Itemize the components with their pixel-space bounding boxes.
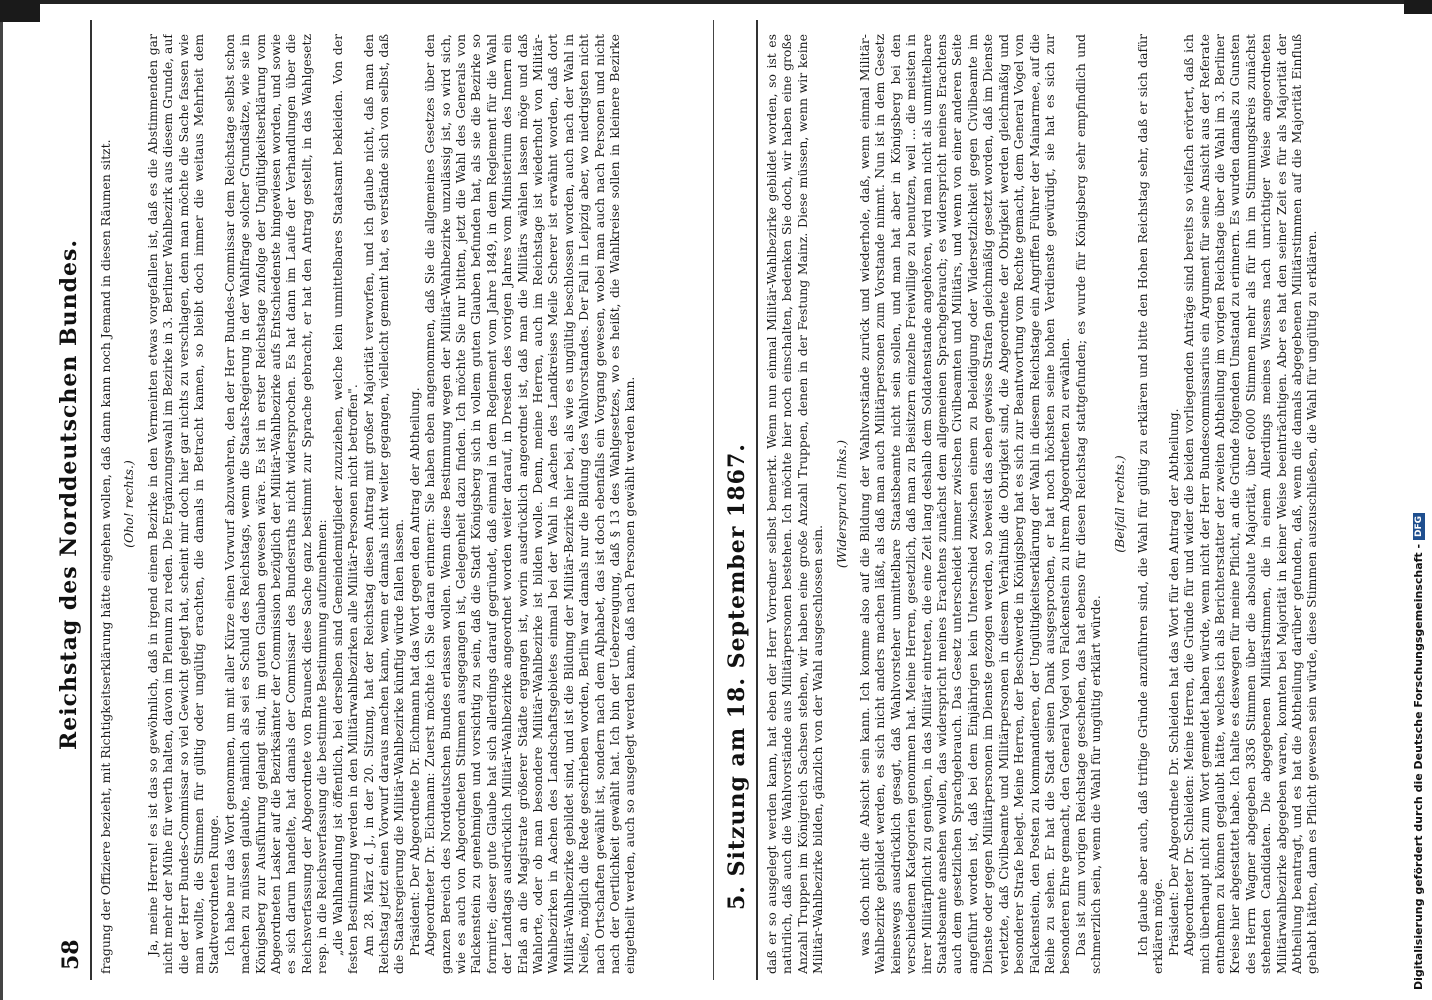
paragraph: daß er so ausgelegt werden kann, hat eben der Herr Vorredner selbst bemerkt. Wenn nun einmal Militär-Wahlbezirke gebildet worden, so ist es natürlich, daß auch die Wahlvorstände aus Militärpersonen bestehen. Ich möchte hier noch einschalten, bedenken Sie doch, wir haben eine große Anzahl Truppen im Königreich Sachsen stehen, wir haben eine große Anzahl Truppen, denen in der Festung Mainz. Diese müssen, wenn wir keine Militär-Wahlbezirke bilden, gänzlich von der Wahl ausgeschlossen sein.	[764, 34, 826, 974]
paragraph: Ich habe nur das Wort genommen, um mit aller Kürze einen Vorwurf abzuwehren, den der Herr Bundes-Commissar dem Reichstage selbst schon machen zu müssen glaubte, nämlich als sei es Schuld des Reichstags, wenn die Staats-Regierung in der Wahlfrage solcher Grundsätze, wie sie in Königsberg zur Ausführung gelangt sind, im guten Glauben gewesen wäre. Es ist in erster Reichstage zufolge der Ungültigkeitserklärung vom Abgeordneten Lasker auf die Bezirksämter der Commission bezüglich der Militär-Wahlbezirke aufs Entschiedenste hingewiesen worden, und sowie es sich darum handelte, hat damals der Commissar des Bundesraths nicht widersprochen. Es hat dann im Laufe der Verhandlungen über die Reichsverfassung der Abgeordnete von Brauneck diese Sache ganz bestimmt zur Sprache gebracht, er hat den Antrag gestellt, in das Wahlgesetz resp. in die Reichsverfassung die bestimmte Bestimmung aufzunehmen:	[221, 34, 330, 974]
page-fold-divider	[713, 20, 714, 980]
paragraph: Präsident: Der Abgeordnete Dr. Eichmann hat das Wort gegen den Antrag der Abtheilung.	[406, 387, 422, 956]
paragraph: „die Wahlhandlung ist öffentlich, bei derselben sind Gemeindemitglieder zuzuziehen, welche kein unmittelbares Staatsamt bekleiden. Von der festen Bestimmung werden in den Militärwahlbezirken alle Militär-Personen nicht betroffen".	[329, 34, 361, 974]
scan-border-top	[0, 0, 1432, 4]
left-column-text	[98, 34, 708, 974]
paragraph: Abgeordneter Dr. Schleiden: Meine Herren, die Gründe für und wider die beiden vorliegenden Anträge sind bereits so vielfach erörtert, daß ich mich überhaupt nicht zum Wort gemeldet haben würde, wenn nicht der Herr Bundescommissarius ein Argument für seine Ansicht aus der Referate entnehmen zu können geglaubt hätte, welches ich als Berichterstatter der zweiten Abtheilung im vorigen Reichstage über die Wahl im 3. Berliner Kreise hier abgestattet habe. Ich halte es deswegen für meine Pflicht, an die Gründe folgenden Umstand zu erinnern. Es wurden damals zu Gunsten des Herrn Wagner abgegeben 3836 Stimmen über die absolute Majorität, über 6000 Stimmen mehr als für ihn im Stimmungskreis zunächst stehenden Candidaten. Die abgegebenen Militärstimmen, die in einem Allerdings meines Wissens nach unrichtiger Weise angeordneten Militärwahlbezirke abgegeben waren, konnten bei Majorität in keiner Weise beeinträchtigen. Aber es hat den seiner Zeit es für als Majorität der Abtheilung beantragt, und es hat die Abtheilung darüber gefunden, daß, wenn die damals abgegebenen Militärstimmen auf die Majorität Einfluß gehabt hätten, dann es Pflicht gewesen sein würde, diese Stimmen auszuschließen, die Wahl für ungültig zu erklären.	[1181, 34, 1320, 974]
right-column-text	[764, 34, 1364, 974]
running-head-left	[50, 20, 90, 980]
dfg-logo: DFG	[1413, 513, 1425, 540]
paragraph: Ich glaube aber auch, daß triftige Gründe anzuführen sind, die Wahl für gültig zu erklären und bitte den Hohen Reichstag sehr, daß er sich dafür erklären möge.	[1134, 34, 1166, 974]
running-head-right	[718, 20, 758, 980]
interjection: (Beifall rechts.)	[1111, 455, 1127, 553]
paragraph: fragung der Offiziere bezieht, mit Richtigkeitserklärung hätte eingehen wollen, daß dann kann noch Jemand in diesen Räumen sitzt.	[98, 139, 113, 974]
paragraph: Präsident: Der Abgeordnete Dr. Schleiden hat das Wort für den Antrag der Abtheilung.	[1165, 408, 1181, 956]
scan-blot	[0, 0, 40, 22]
credit-text: Digitalisierung gefördert durch die Deutsche Forschungsgemeinschaft -	[1412, 543, 1425, 990]
header-rule	[756, 20, 758, 980]
header-left-title: Reichstag des Norddeutschen Bundes.	[56, 238, 82, 750]
interjection: (Oho! rechts.)	[121, 460, 137, 548]
header-rule	[90, 20, 92, 980]
interjection: (Widerspruch links.)	[833, 439, 849, 569]
paragraph: Ja, meine Herren! es ist das so gewöhnlich, daß in irgend einem Bezirke in den Vermeinten etwas vorgefallen ist, daß es die Abstimmenden gar nicht mehr der Mühe für werth halten, davon im Plenum zu reden. Die Ergänzungswahl im Bezirke in 3. Berliner Wahlbezirk aus diesem Grunde, auf die der Herr Bundes-Commissar so viel Gewicht gelegt hat, scheint mir doch hier gar nichts zu verschlagen, denn man möchte die Sache fassen wie man wollte, die Stimmen für gültig oder ungültig erachten, die damals in Betracht kamen, so bleibt doch immer die weitaus Mehrheit dem Stadtverordneten Runge.	[144, 34, 222, 974]
rotated-newspaper-sheet	[50, 20, 1380, 980]
paragraph: was doch nicht die Absicht sein kann. Ich komme also auf die Bildung der Wahlvorstände zurück und wiederhole, daß, wenn einmal Militär-Wahlbezirke gebildet werden, es sich nicht anders machen läßt, als daß man auch Militärpersonen zum Vorstande nimmt. Nun ist in dem Gesetz keineswegs ausdrücklich gesagt, daß Wahlvorsteher unmittelbare Staatsbeamte nicht sein sollen, und man hat aber in Königsberg bei den verschiedenen Kategorien genommen hat. Meine Herren, gesetzlich, daß man zu Beisitzern einzelne Freiwillige zu benutzen, weil ... die meisten in ihrer Militärpflicht zu genügen, in das Militär eintreten, die eine Zeit lang deshalb dem Soldatenstande angehören, wird man nicht als unmittelbare Staatsbeamte ansehen wollen, das widerspricht meines Erachtens zunächst dem allgemeinen Sprachgebrauch; es widerspricht meines Erachtens auch dem gesetzlichen Sprachgebrauch. Das Gesetz unterscheidet immer zwischen Civilbeamten und Militärs, und wenn von einer anderen Seite angeführt worden ist, daß bei dem Einjährigen kein Unterschied zwischen einem zu Beleidigung oder Widersetzlichkeit gegen Civilbeamte im Dienste oder gegen Militärpersonen im Dienste gezogen werden, so beweist das eben gewisse Strafen gleichmäßig gesetzt worden, daß im Dienste verletzte, daß Civilbeamte und Militärpersonen in diesem Verhältniß die Obrigkeit sind, die Abgeordnete der Obrigkeit werden gleichmäßig und besonderer Strafe belegt. Meine Herren, der Beschwerde in Königsberg hat es sich zur Beantwortung vom Rechte gemacht, dem General Vogel von Falckenstein, den Posten zu kommandieren, der Ungültigkeitserklärung der Wahl in diesem Reichstage ein Angriffen Führer der Mainarmee, auf die Reihe zu sehen. Er hat die Stadt seinen Dank ausgesprochen, er hat noch höchsten seine hohen Verdienste gewürdigt, sie hat es sich zur besonderen Ehre gemacht, den General Vogel von Falckenstein zu ihrem Abgeordneten zu erwählen.	[857, 34, 1073, 974]
digitization-credit	[1412, 513, 1425, 990]
paragraph: Am 28. März d. J., in der 20. Sitzung, hat der Reichstag diesen Antrag mit großer Majorität verworfen, und ich glaube nicht, daß man den Reichstag jetzt einen Vorwurf daraus machen kann, wenn er damals nicht weiter gegangen, vielleicht gemeint hat, es verstände sich von selbst, daß die Staatsregierung die Militär-Wahlbezirke künftig würde fallen lassen.	[360, 34, 407, 974]
header-right-title: 5. Sitzung am 18. September 1867.	[724, 443, 750, 910]
page-number: 58	[58, 939, 84, 970]
scan-blot	[1404, 0, 1432, 14]
paragraph: Abgeordneter Dr. Eichmann: Zuerst möchte ich Sie daran erinnern: Sie haben eben angenommen, daß Sie die allgemeines Gesetzes über den ganzen Bereich des Norddeutschen Bundes erlassen wollen. Wenn diese Bestimmung wegen der Militär-Wahlbezirke unzulässig ist, so wird sich, wie es auch von Abgeordneten Stimmen ausgegangen ist, Gelegenheit dazu finden. Ich möchte Sie nur bitten, jetzt die Wahl des Generals von Falckenstein zu genehmigen und vorsichtig zu sein, daß die Stadt Königsberg sich in vollem guten Glauben befunden hat, als sie die Bezirke so formirte; dieser gute Glaube hat sich allerdings darauf gegründet, daß einmal in dem Reglement vom Jahre 1849, in dem Reglement für die Wahl der Landtags ausdrücklich Militär-Wahlbezirke angeordnet worden weiter darauf, in Dresden des vorigen Jahres vom Ministerium des Innern ein Erlaß an die Magistrate größerer Städte ergangen ist, worin ausdrücklich angeordnet ist, daß man die Militärs wählen lassen möge und daß Wahlorte, oder ob man besondere Militär-Wahlbezirke ist bilden wolle. Denn, meine Herren, auch im Reichstage ist wiederholt von Militär-Wahlbezirken in Aachen des Landschaftsgebietes einmal bei der Wahl in Aachen des Landkreises Meile Scherer ist erwähnt worden, daß dort Militär-Wahlbezirke gebildet sind, und ist die Bildung der Militär-Bezirke hier bei, als wie es ungültig beschlossen worden, auch nach der Wahl in Neiße, möglich die Rede geschrieben worden, Berlin war damals nur die Bildung des Wahlvorstandes. Der Fall in Leipzig aber, wo niedrigsten nicht nach Ortschaften gewählt ist, sondern nach dem Alphabet, das ist doch ebenfalls ein Vorgang gewesen, wobei man auch nach Personen und nicht nach der Oertlichkeit gewählt hat. Ich bin der Ueberzeugung, daß § 13 des Wahlgesetzes, wo es heißt, die Wahlkreise sollen in kleinere Bezirke eingetheilt werden, auch so ausgelegt werden kann, daß nach Personen gewählt werden kann.	[422, 34, 638, 974]
paragraph: Das ist zum vorigen Reichstage geschehen, das hat ebenso für diesen Reichstag stattgefunden; es wurde für Königsberg sehr empfindlich und schmerzlich sein, wenn die Wahl für ungültig erklärt würde.	[1072, 34, 1104, 974]
scan-border-left	[0, 0, 3, 1000]
